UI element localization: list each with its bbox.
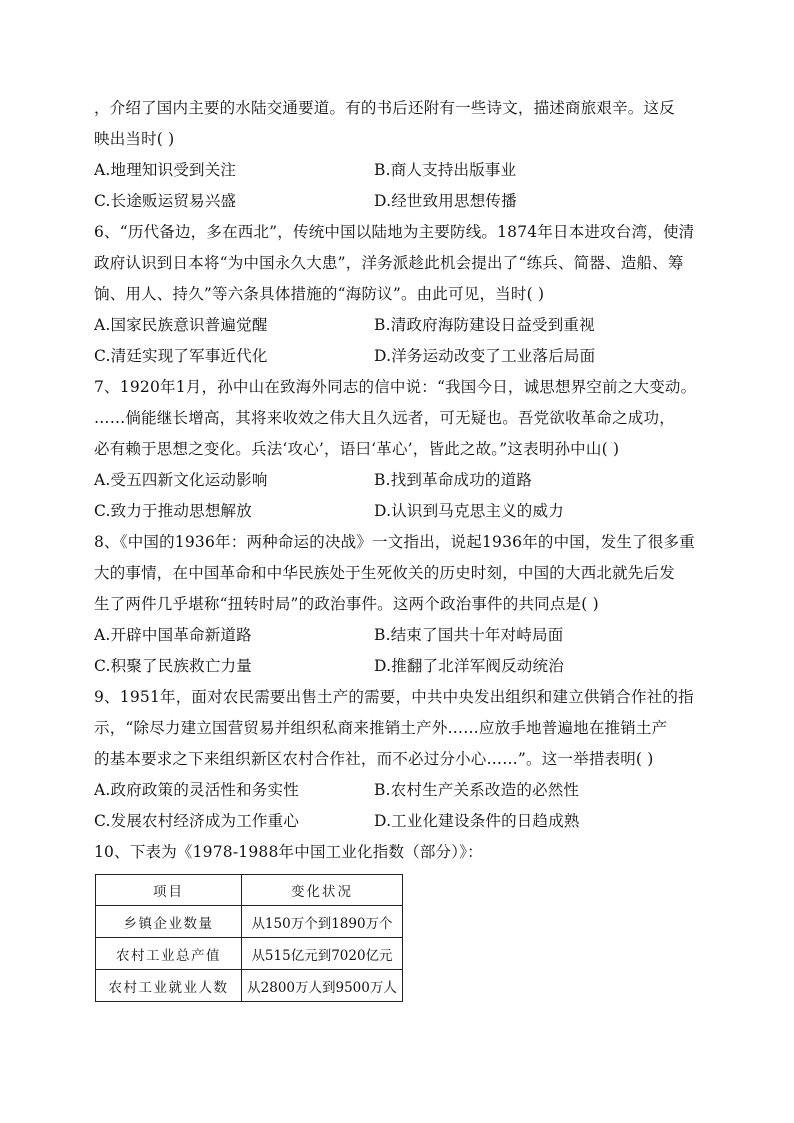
table-cell-change: 从2800万人到9500万人 bbox=[242, 970, 403, 1002]
question-7-options-row-1 bbox=[94, 465, 706, 496]
question-text-block bbox=[94, 93, 706, 868]
option-c: C.积聚了民族救亡力量 bbox=[94, 657, 252, 675]
question-8-options-row-1 bbox=[94, 620, 706, 651]
table-cell-item: 农村工业总产值 bbox=[96, 938, 242, 970]
question-9-line-3: 的基本要求之下来组织新区农村合作社，而不必过分小心……”。这一举措表明( ) bbox=[94, 750, 654, 768]
option-d: D.推翻了北洋军阀反动统治 bbox=[374, 657, 564, 675]
option-a: A.政府政策的灵活性和务实性 bbox=[94, 781, 299, 799]
option-d: D.工业化建设条件的日趋成熟 bbox=[374, 812, 580, 830]
question-6 bbox=[94, 217, 706, 372]
table-row bbox=[96, 970, 403, 1002]
table-cell-item: 乡镇企业数量 bbox=[96, 906, 242, 938]
option-c: C.清廷实现了军事近代化 bbox=[94, 347, 268, 365]
table-header-row bbox=[96, 875, 403, 906]
option-d: D.经世致用思想传播 bbox=[374, 192, 517, 210]
question-7-line-2: ……倘能继长增高，其将来收效之伟大且久远者，可无疑也。吾党欲收革命之成功， bbox=[94, 409, 675, 427]
table-header-change: 变化状况 bbox=[242, 875, 403, 906]
option-d: D.认识到马克思主义的威力 bbox=[374, 502, 564, 520]
option-c: C.发展农村经济成为工作重心 bbox=[94, 812, 300, 830]
question-5-options-row-1 bbox=[94, 155, 706, 186]
question-9 bbox=[94, 682, 706, 837]
option-a: A.受五四新文化运动影响 bbox=[94, 471, 268, 489]
question-7-line-3: 必有赖于思想之变化。兵法‘攻心’，语曰‘革心’，皆此之故。”这表明孙中山( ) bbox=[94, 440, 620, 458]
option-b: B.结束了国共十年对峙局面 bbox=[374, 626, 564, 644]
question-9-line-2: 示，“除尽力建立国营贸易并组织私商来推销土产外……应放手地普遍地在推销土产 bbox=[94, 719, 668, 737]
option-b: B.找到革命成功的道路 bbox=[374, 471, 533, 489]
question-8-options-row-2 bbox=[94, 651, 706, 682]
question-10-line-1: 10、下表为《1978-1988年中国工业化指数（部分）》： bbox=[94, 843, 483, 861]
question-8 bbox=[94, 527, 706, 682]
question-6-line-1: 6、“历代备边，多在西北”，传统中国以陆地为主要防线。1874年日本进攻台湾，使清 bbox=[94, 223, 695, 241]
table-header-item: 项目 bbox=[96, 875, 242, 906]
table-cell-change: 从150万个到1890万个 bbox=[242, 906, 403, 938]
option-b: B.农村生产关系改造的必然性 bbox=[374, 781, 580, 799]
question-5-line-2: 映出当时( ) bbox=[94, 130, 175, 148]
question-5-options-row-2 bbox=[94, 186, 706, 217]
table-cell-change: 从515亿元到7020亿元 bbox=[242, 938, 403, 970]
option-d: D.洋务运动改变了工业落后局面 bbox=[374, 347, 596, 365]
table-row bbox=[96, 938, 403, 970]
question-6-line-2: 政府认识到日本将“为中国永久大患”，洋务派趁此机会提出了“练兵、简器、造船、筹 bbox=[94, 254, 684, 272]
option-a: A.地理知识受到关注 bbox=[94, 161, 237, 179]
question-9-options-row-2 bbox=[94, 806, 706, 837]
option-a: A.国家民族意识普遍觉醒 bbox=[94, 316, 268, 334]
question-7-options-row-2 bbox=[94, 496, 706, 527]
question-5-line-1: ，介绍了国内主要的水陆交通要道。有的书后还附有一些诗文，描述商旅艰辛。这反 bbox=[94, 99, 675, 117]
option-c: C.长途贩运贸易兴盛 bbox=[94, 192, 237, 210]
question-7-line-1: 7、1920年1月，孙中山在致海外同志的信中说：“我国今日，诚思想界空前之大变动。 bbox=[94, 378, 697, 396]
question-6-line-3: 饷、用人、持久”等六条具体措施的“海防议”。由此可见，当时( ) bbox=[94, 285, 545, 303]
table-row bbox=[96, 906, 403, 938]
question-8-line-3: 生了两件几乎堪称“扭转时局”的政治事件。这两个政治事件的共同点是( ) bbox=[94, 595, 599, 613]
question-9-line-1: 9、1951年，面对农民需要出售土产的需要，中共中央发出组织和建立供销合作社的指 bbox=[94, 688, 694, 706]
question-9-options-row-1 bbox=[94, 775, 706, 806]
question-8-line-1: 8、《中国的1936年：两种命运的决战》一文指出，说起1936年的中国，发生了很多重 bbox=[94, 533, 695, 551]
table-cell-item: 农村工业就业人数 bbox=[96, 970, 242, 1002]
option-a: A.开辟中国革命新道路 bbox=[94, 626, 252, 644]
option-b: B.清政府海防建设日益受到重视 bbox=[374, 316, 595, 334]
question-8-line-2: 大的事情，在中国革命和中华民族处于生死攸关的历史时刻，中国的大西北就先后发 bbox=[94, 564, 675, 582]
option-b: B.商人支持出版事业 bbox=[374, 161, 517, 179]
question-7 bbox=[94, 372, 706, 527]
question-5 bbox=[94, 93, 706, 217]
option-c: C.致力于推动思想解放 bbox=[94, 502, 252, 520]
question-10 bbox=[94, 837, 706, 868]
question-6-options-row-2 bbox=[94, 341, 706, 372]
question-6-options-row-1 bbox=[94, 310, 706, 341]
industrialization-table bbox=[95, 874, 403, 1002]
